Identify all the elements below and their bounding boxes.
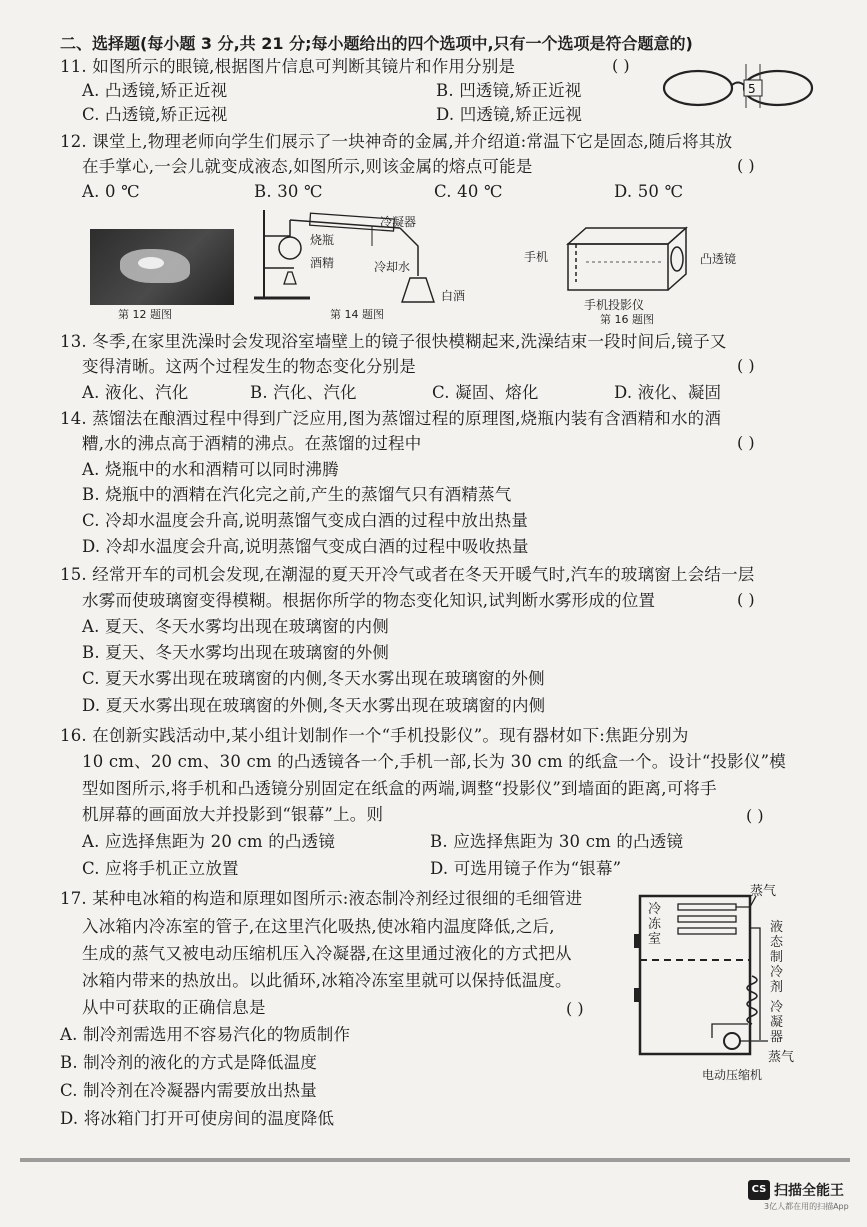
fig14-caption: 第 14 题图 xyxy=(330,308,384,321)
q15-option-a: A. 夏天、冬天水雾均出现在玻璃窗的内侧 xyxy=(82,617,389,636)
q16-line1: 16. 在创新实践活动中,某小组计划制作一个“手机投影仪”。现有器材如下:焦距分别为 xyxy=(60,726,689,745)
q17-option-a: A. 制冷剂需选用不容易汽化的物质制作 xyxy=(60,1025,351,1044)
q12-line2: 在手掌心,一会儿就变成液态,如图所示,则该金属的熔点可能是 xyxy=(82,157,533,176)
glasses-mark: 5 xyxy=(748,82,756,96)
q12-option-d: D. 50 ℃ xyxy=(614,182,684,201)
q13-option-b: B. 汽化、汽化 xyxy=(250,383,357,402)
fig14-label-condenser: 冷凝器 xyxy=(380,215,417,229)
q15-option-d: D. 夏天水雾出现在玻璃窗的外侧,冬天水雾出现在玻璃窗的内侧 xyxy=(82,696,546,715)
q12-option-b: B. 30 ℃ xyxy=(254,182,323,201)
fig14-label-flask: 烧瓶 xyxy=(310,233,335,247)
q11-option-a: A. 凸透镜,矫正近视 xyxy=(82,81,228,100)
q16-line2: 10 cm、20 cm、30 cm 的凸透镜各一个,手机一部,长为 30 cm 的纸盒一个。设计“投影仪”模 xyxy=(82,752,786,771)
q17-line4: 冰箱内带来的热放出。以此循环,冰箱冷冻室里就可以保持低温度。 xyxy=(82,971,572,990)
q17-option-c: C. 制冷剂在冷凝器内需要放出热量 xyxy=(60,1081,317,1100)
scanner-logo-icon: CS xyxy=(748,1180,770,1200)
fig17-label-freezer: 冷冻室 xyxy=(648,902,662,947)
q17-answer-paren: ( ) xyxy=(566,999,584,1018)
fig16-label-device: 手机投影仪 xyxy=(584,298,645,312)
q17-line5: 从中可获取的正确信息是 xyxy=(82,998,266,1017)
q14-line2: 糟,水的沸点高于酒精的沸点。在蒸馏的过程中 xyxy=(82,434,422,453)
fig14-label-liquor: 白酒 xyxy=(441,289,466,303)
q15-line2: 水雾而使玻璃窗变得模糊。根据你所学的物态变化知识,试判断水雾形成的位置 xyxy=(82,591,656,610)
q16-option-d: D. 可选用镜子作为“银幕” xyxy=(430,859,622,878)
q16-answer-paren: ( ) xyxy=(746,806,764,825)
q16-option-b: B. 应选择焦距为 30 cm 的凸透镜 xyxy=(430,832,684,851)
q13-line2: 变得清晰。这两个过程发生的物态变化分别是 xyxy=(82,357,416,376)
q14-option-b: B. 烧瓶中的酒精在汽化完之前,产生的蒸馏气只有酒精蒸气 xyxy=(82,485,512,504)
q13-answer-paren: ( ) xyxy=(737,356,755,375)
fig16-caption: 第 16 题图 xyxy=(600,313,654,326)
q17-option-d: D. 将冰箱门打开可使房间的温度降低 xyxy=(60,1109,335,1128)
q17-line2: 入冰箱内冷冻室的管子,在这里汽化吸热,使冰箱内温度降低,之后, xyxy=(82,917,555,936)
q13-option-d: D. 液化、凝固 xyxy=(614,383,722,402)
q14-option-c: C. 冷却水温度会升高,说明蒸馏气变成白酒的过程中放出热量 xyxy=(82,511,529,530)
q16-option-c: C. 应将手机正立放置 xyxy=(82,859,239,878)
q13-option-c: C. 凝固、熔化 xyxy=(432,383,539,402)
footer-divider xyxy=(20,1158,850,1162)
q14-option-a: A. 烧瓶中的水和酒精可以同时沸腾 xyxy=(82,460,339,479)
q12-line1: 12. 课堂上,物理老师向学生们展示了一块神奇的金属,并介绍道:常温下它是固态,随后将其放 xyxy=(60,132,733,151)
q12-option-a: A. 0 ℃ xyxy=(82,182,140,201)
q14-option-d: D. 冷却水温度会升高,说明蒸馏气变成白酒的过程中吸收热量 xyxy=(82,537,529,556)
fig14-label-cooling-water: 冷却水 xyxy=(374,260,411,274)
q15-option-b: B. 夏天、冬天水雾均出现在玻璃窗的外侧 xyxy=(82,643,390,662)
q13-option-a: A. 液化、汽化 xyxy=(82,383,189,402)
fig17-label-steam-top: 蒸气 xyxy=(750,884,777,899)
section-header: 二、选择题(每小题 3 分,共 21 分;每小题给出的四个选项中,只有一个选项是符合题意的) xyxy=(60,34,693,53)
fig17-label-liquid-refrigerant: 液态制冷剂 xyxy=(770,920,784,995)
q11-option-c: C. 凸透镜,矫正远视 xyxy=(82,105,228,124)
fig17-label-steam-bottom: 蒸气 xyxy=(768,1050,795,1065)
scanner-brand: 扫描全能王 xyxy=(774,1183,844,1199)
q11-answer-paren: ( ) xyxy=(612,56,630,75)
q13-line1: 13. 冬季,在家里洗澡时会发现浴室墙壁上的镜子很快模糊起来,洗澡结束一段时间后,镜子又 xyxy=(60,332,727,351)
fig12-photo xyxy=(90,229,234,305)
fig16-projector-diagram xyxy=(562,222,692,296)
q11-stem: 11. 如图所示的眼镜,根据图片信息可判断其镜片和作用分别是 xyxy=(60,57,516,76)
q12-option-c: C. 40 ℃ xyxy=(434,182,503,201)
fig16-label-phone: 手机 xyxy=(524,250,549,264)
q15-option-c: C. 夏天水雾出现在玻璃窗的内侧,冬天水雾出现在玻璃窗的外侧 xyxy=(82,669,545,688)
fig12-caption: 第 12 题图 xyxy=(118,308,172,321)
q15-answer-paren: ( ) xyxy=(737,590,755,609)
q16-line3: 型如图所示,将手机和凸透镜分别固定在纸盒的两端,调整“投影仪”到墙面的距离,可将手 xyxy=(82,779,717,798)
q16-line4: 机屏幕的画面放大并投影到“银幕”上。则 xyxy=(82,805,384,824)
q14-line1: 14. 蒸馏法在酿酒过程中得到广泛应用,图为蒸馏过程的原理图,烧瓶内装有含酒精和水的酒 xyxy=(60,409,722,428)
q14-answer-paren: ( ) xyxy=(737,433,755,452)
fig16-label-lens: 凸透镜 xyxy=(700,252,737,266)
q11-option-d: D. 凹透镜,矫正远视 xyxy=(436,105,583,124)
q12-answer-paren: ( ) xyxy=(737,156,755,175)
q15-line1: 15. 经常开车的司机会发现,在潮湿的夏天开冷气或者在冬天开暖气时,汽车的玻璃窗上会结一层 xyxy=(60,565,755,584)
q11-option-b: B. 凹透镜,矫正近视 xyxy=(436,81,582,100)
fig14-label-alcohol: 酒精 xyxy=(310,256,335,270)
q17-line3: 生成的蒸气又被电动压缩机压入冷凝器,在这里通过液化的方式把从 xyxy=(82,944,572,963)
q16-option-a: A. 应选择焦距为 20 cm 的凸透镜 xyxy=(82,832,336,851)
fig17-label-condenser: 冷凝器 xyxy=(770,1000,784,1045)
q17-line1: 17. 某种电冰箱的构造和原理如图所示:液态制冷剂经过很细的毛细管进 xyxy=(60,889,583,908)
q17-option-b: B. 制冷剂的液化的方式是降低温度 xyxy=(60,1053,318,1072)
fig17-label-compressor: 电动压缩机 xyxy=(702,1068,763,1082)
glasses-figure xyxy=(660,58,820,110)
scanner-tagline: 3亿人都在用的扫描App xyxy=(764,1202,849,1211)
